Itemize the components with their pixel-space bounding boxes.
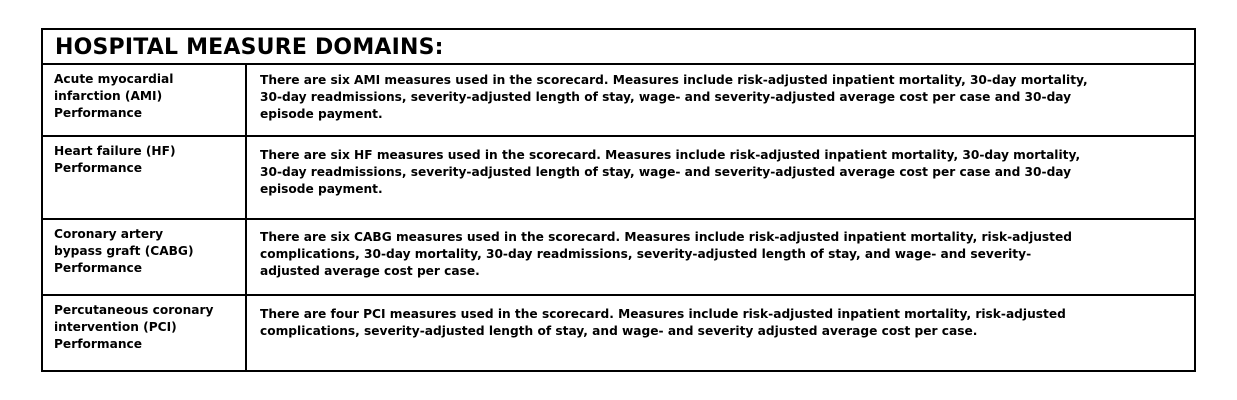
domain-label-pci <box>43 296 247 370</box>
description-line: There are six HF measures used in the scorecard. Measures include risk-adjusted inpatient mortality, 30-day mortality, <box>260 148 1081 162</box>
domain-description-pci <box>247 296 1194 370</box>
table-row-pci <box>43 296 1194 370</box>
description-line: episode payment. <box>260 107 383 121</box>
domain-description-hf <box>247 137 1194 218</box>
table-row-cabg <box>43 220 1194 296</box>
description-line: episode payment. <box>260 182 383 196</box>
description-line: There are four PCI measures used in the scorecard. Measures include risk-adjusted inpatient mortality, risk-adjusted <box>260 307 1066 321</box>
table-row-hf <box>43 137 1194 220</box>
description-line: There are six AMI measures used in the scorecard. Measures include risk-adjusted inpatient mortality, 30-day mortality, <box>260 73 1088 87</box>
table-title: HOSPITAL MEASURE DOMAINS: <box>55 35 444 60</box>
domain-label-line: intervention (PCI) <box>54 320 177 334</box>
description-line: complications, severity-adjusted length of stay, and wage- and severity adjusted average cost per case. <box>260 324 978 338</box>
domain-label-hf <box>43 137 247 218</box>
domain-label-line: Performance <box>54 337 142 351</box>
domain-label-line: Coronary artery <box>54 227 164 241</box>
domain-label-line: bypass graft (CABG) <box>54 244 194 258</box>
domain-label-line: infarction (AMI) <box>54 89 163 103</box>
domain-label-line: Heart failure (HF) <box>54 144 176 158</box>
domain-label-line: Performance <box>54 106 142 120</box>
domain-label-line: Percutaneous coronary <box>54 303 214 317</box>
description-line: complications, 30-day mortality, 30-day readmissions, severity-adjusted length of stay, and wage- and severity- <box>260 247 1032 261</box>
measure-domains-table <box>41 28 1196 372</box>
domain-label-line: Performance <box>54 261 142 275</box>
domain-label-cabg <box>43 220 247 294</box>
domain-description-cabg <box>247 220 1194 294</box>
domain-label-line: Performance <box>54 161 142 175</box>
description-line: 30-day readmissions, severity-adjusted length of stay, wage- and severity-adjusted average cost per case and 30-day <box>260 90 1072 104</box>
description-line: adjusted average cost per case. <box>260 264 480 278</box>
table-row-ami <box>43 65 1194 137</box>
domain-description-ami <box>247 65 1194 135</box>
description-line: 30-day readmissions, severity-adjusted length of stay, wage- and severity-adjusted average cost per case and 30-day <box>260 165 1072 179</box>
table-header <box>43 30 1194 65</box>
domain-label-ami <box>43 65 247 135</box>
description-line: There are six CABG measures used in the scorecard. Measures include risk-adjusted inpatient mortality, risk-adjusted <box>260 230 1073 244</box>
domain-label-line: Acute myocardial <box>54 72 174 86</box>
